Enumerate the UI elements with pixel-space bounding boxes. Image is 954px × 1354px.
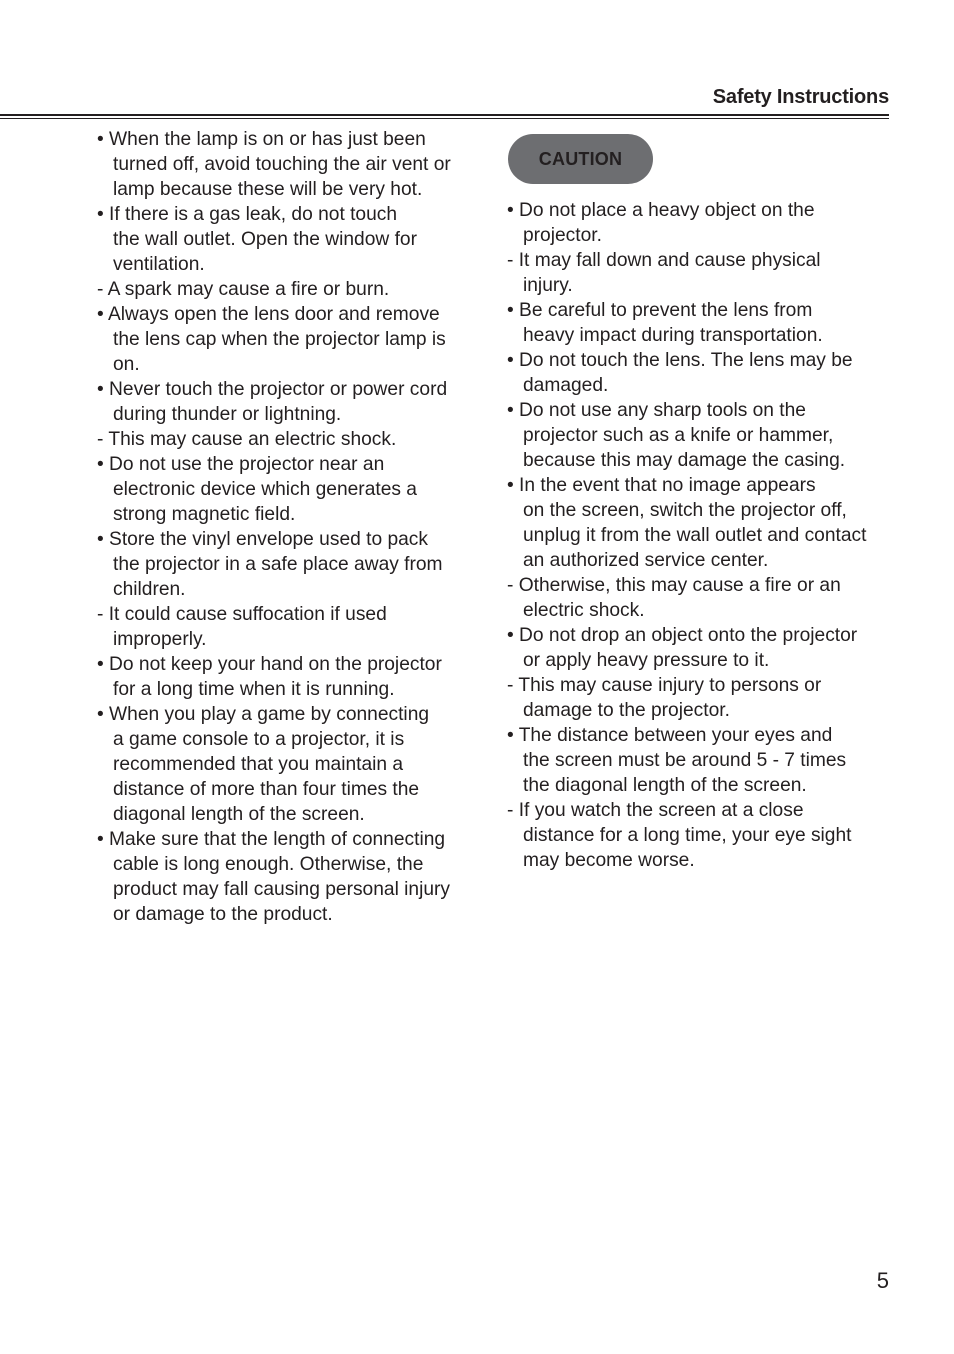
list-item: unplug it from the wall outlet and contact bbox=[507, 525, 867, 546]
list-item: lamp because these will be very hot. bbox=[97, 179, 423, 200]
list-item: projector such as a knife or hammer, bbox=[507, 425, 834, 446]
list-item: • Never touch the projector or power cord bbox=[97, 379, 448, 400]
list-item: on the screen, switch the projector off, bbox=[507, 500, 847, 521]
list-item: electronic device which generates a bbox=[97, 479, 417, 500]
list-item: - A spark may cause a fire or burn. bbox=[97, 279, 390, 300]
list-item: because this may damage the casing. bbox=[507, 450, 846, 471]
right-column bbox=[507, 198, 897, 873]
list-item: damaged. bbox=[507, 375, 609, 396]
list-item: - This may cause an electric shock. bbox=[97, 429, 397, 450]
list-item: the diagonal length of the screen. bbox=[507, 775, 807, 796]
list-item: ventilation. bbox=[97, 254, 205, 275]
list-item: damage to the projector. bbox=[507, 700, 730, 721]
caution-badge: CAUTION bbox=[508, 134, 653, 184]
list-item: projector. bbox=[507, 225, 602, 246]
list-item: or apply heavy pressure to it. bbox=[507, 650, 770, 671]
list-item: • Always open the lens door and remove bbox=[97, 304, 440, 325]
list-item: heavy impact during transportation. bbox=[507, 325, 823, 346]
list-item: • Do not touch the lens. The lens may be bbox=[507, 350, 853, 371]
list-item: distance for a long time, your eye sight bbox=[507, 825, 852, 846]
list-item: • When the lamp is on or has just been bbox=[97, 129, 426, 150]
list-item: children. bbox=[97, 579, 186, 600]
list-item: • If there is a gas leak, do not touch bbox=[97, 204, 398, 225]
list-item: - Otherwise, this may cause a fire or an bbox=[507, 575, 841, 596]
list-item: - It could cause suffocation if used bbox=[97, 604, 387, 625]
list-item: • When you play a game by connecting bbox=[97, 704, 430, 725]
list-item: - It may fall down and cause physical bbox=[507, 250, 821, 271]
header-divider-thin bbox=[0, 118, 889, 119]
list-item: or damage to the product. bbox=[97, 904, 333, 925]
page-number: 5 bbox=[876, 1268, 889, 1293]
list-item: the screen must be around 5 - 7 times bbox=[507, 750, 847, 771]
list-item: cable is long enough. Otherwise, the bbox=[97, 854, 424, 875]
list-item: the lens cap when the projector lamp is bbox=[97, 329, 446, 350]
list-item: • In the event that no image appears bbox=[507, 475, 816, 496]
list-item: strong magnetic field. bbox=[97, 504, 296, 525]
header-divider bbox=[0, 114, 889, 116]
list-item: turned off, avoid touching the air vent or bbox=[97, 154, 451, 175]
list-item: - If you watch the screen at a close bbox=[507, 800, 804, 821]
list-item: the wall outlet. Open the window for bbox=[97, 229, 417, 250]
list-item: - This may cause injury to persons or bbox=[507, 675, 822, 696]
list-item: • Do not keep your hand on the projector bbox=[97, 654, 442, 675]
list-item: • Do not use the projector near an bbox=[97, 454, 385, 475]
list-item: an authorized service center. bbox=[507, 550, 769, 571]
list-item: improperly. bbox=[97, 629, 207, 650]
list-item: for a long time when it is running. bbox=[97, 679, 395, 700]
list-item: on. bbox=[97, 354, 140, 375]
list-item: • Do not use any sharp tools on the bbox=[507, 400, 806, 421]
list-item: • Make sure that the length of connecting bbox=[97, 829, 446, 850]
list-item: electric shock. bbox=[507, 600, 645, 621]
left-column bbox=[97, 127, 487, 927]
list-item: • Store the vinyl envelope used to pack bbox=[97, 529, 428, 550]
list-item: may become worse. bbox=[507, 850, 695, 871]
list-item: during thunder or lightning. bbox=[97, 404, 342, 425]
list-item: • Do not place a heavy object on the bbox=[507, 200, 815, 221]
list-item: distance of more than four times the bbox=[97, 779, 420, 800]
list-item: injury. bbox=[507, 275, 573, 296]
list-item: the projector in a safe place away from bbox=[97, 554, 443, 575]
page-title: Safety Instructions bbox=[712, 86, 889, 108]
list-item: product may fall causing personal injury bbox=[97, 879, 451, 900]
list-item: • The distance between your eyes and bbox=[507, 725, 833, 746]
list-item: a game console to a projector, it is bbox=[97, 729, 405, 750]
list-item: recommended that you maintain a bbox=[97, 754, 404, 775]
list-item: • Be careful to prevent the lens from bbox=[507, 300, 813, 321]
list-item: • Do not drop an object onto the projector bbox=[507, 625, 858, 646]
list-item: diagonal length of the screen. bbox=[97, 804, 365, 825]
